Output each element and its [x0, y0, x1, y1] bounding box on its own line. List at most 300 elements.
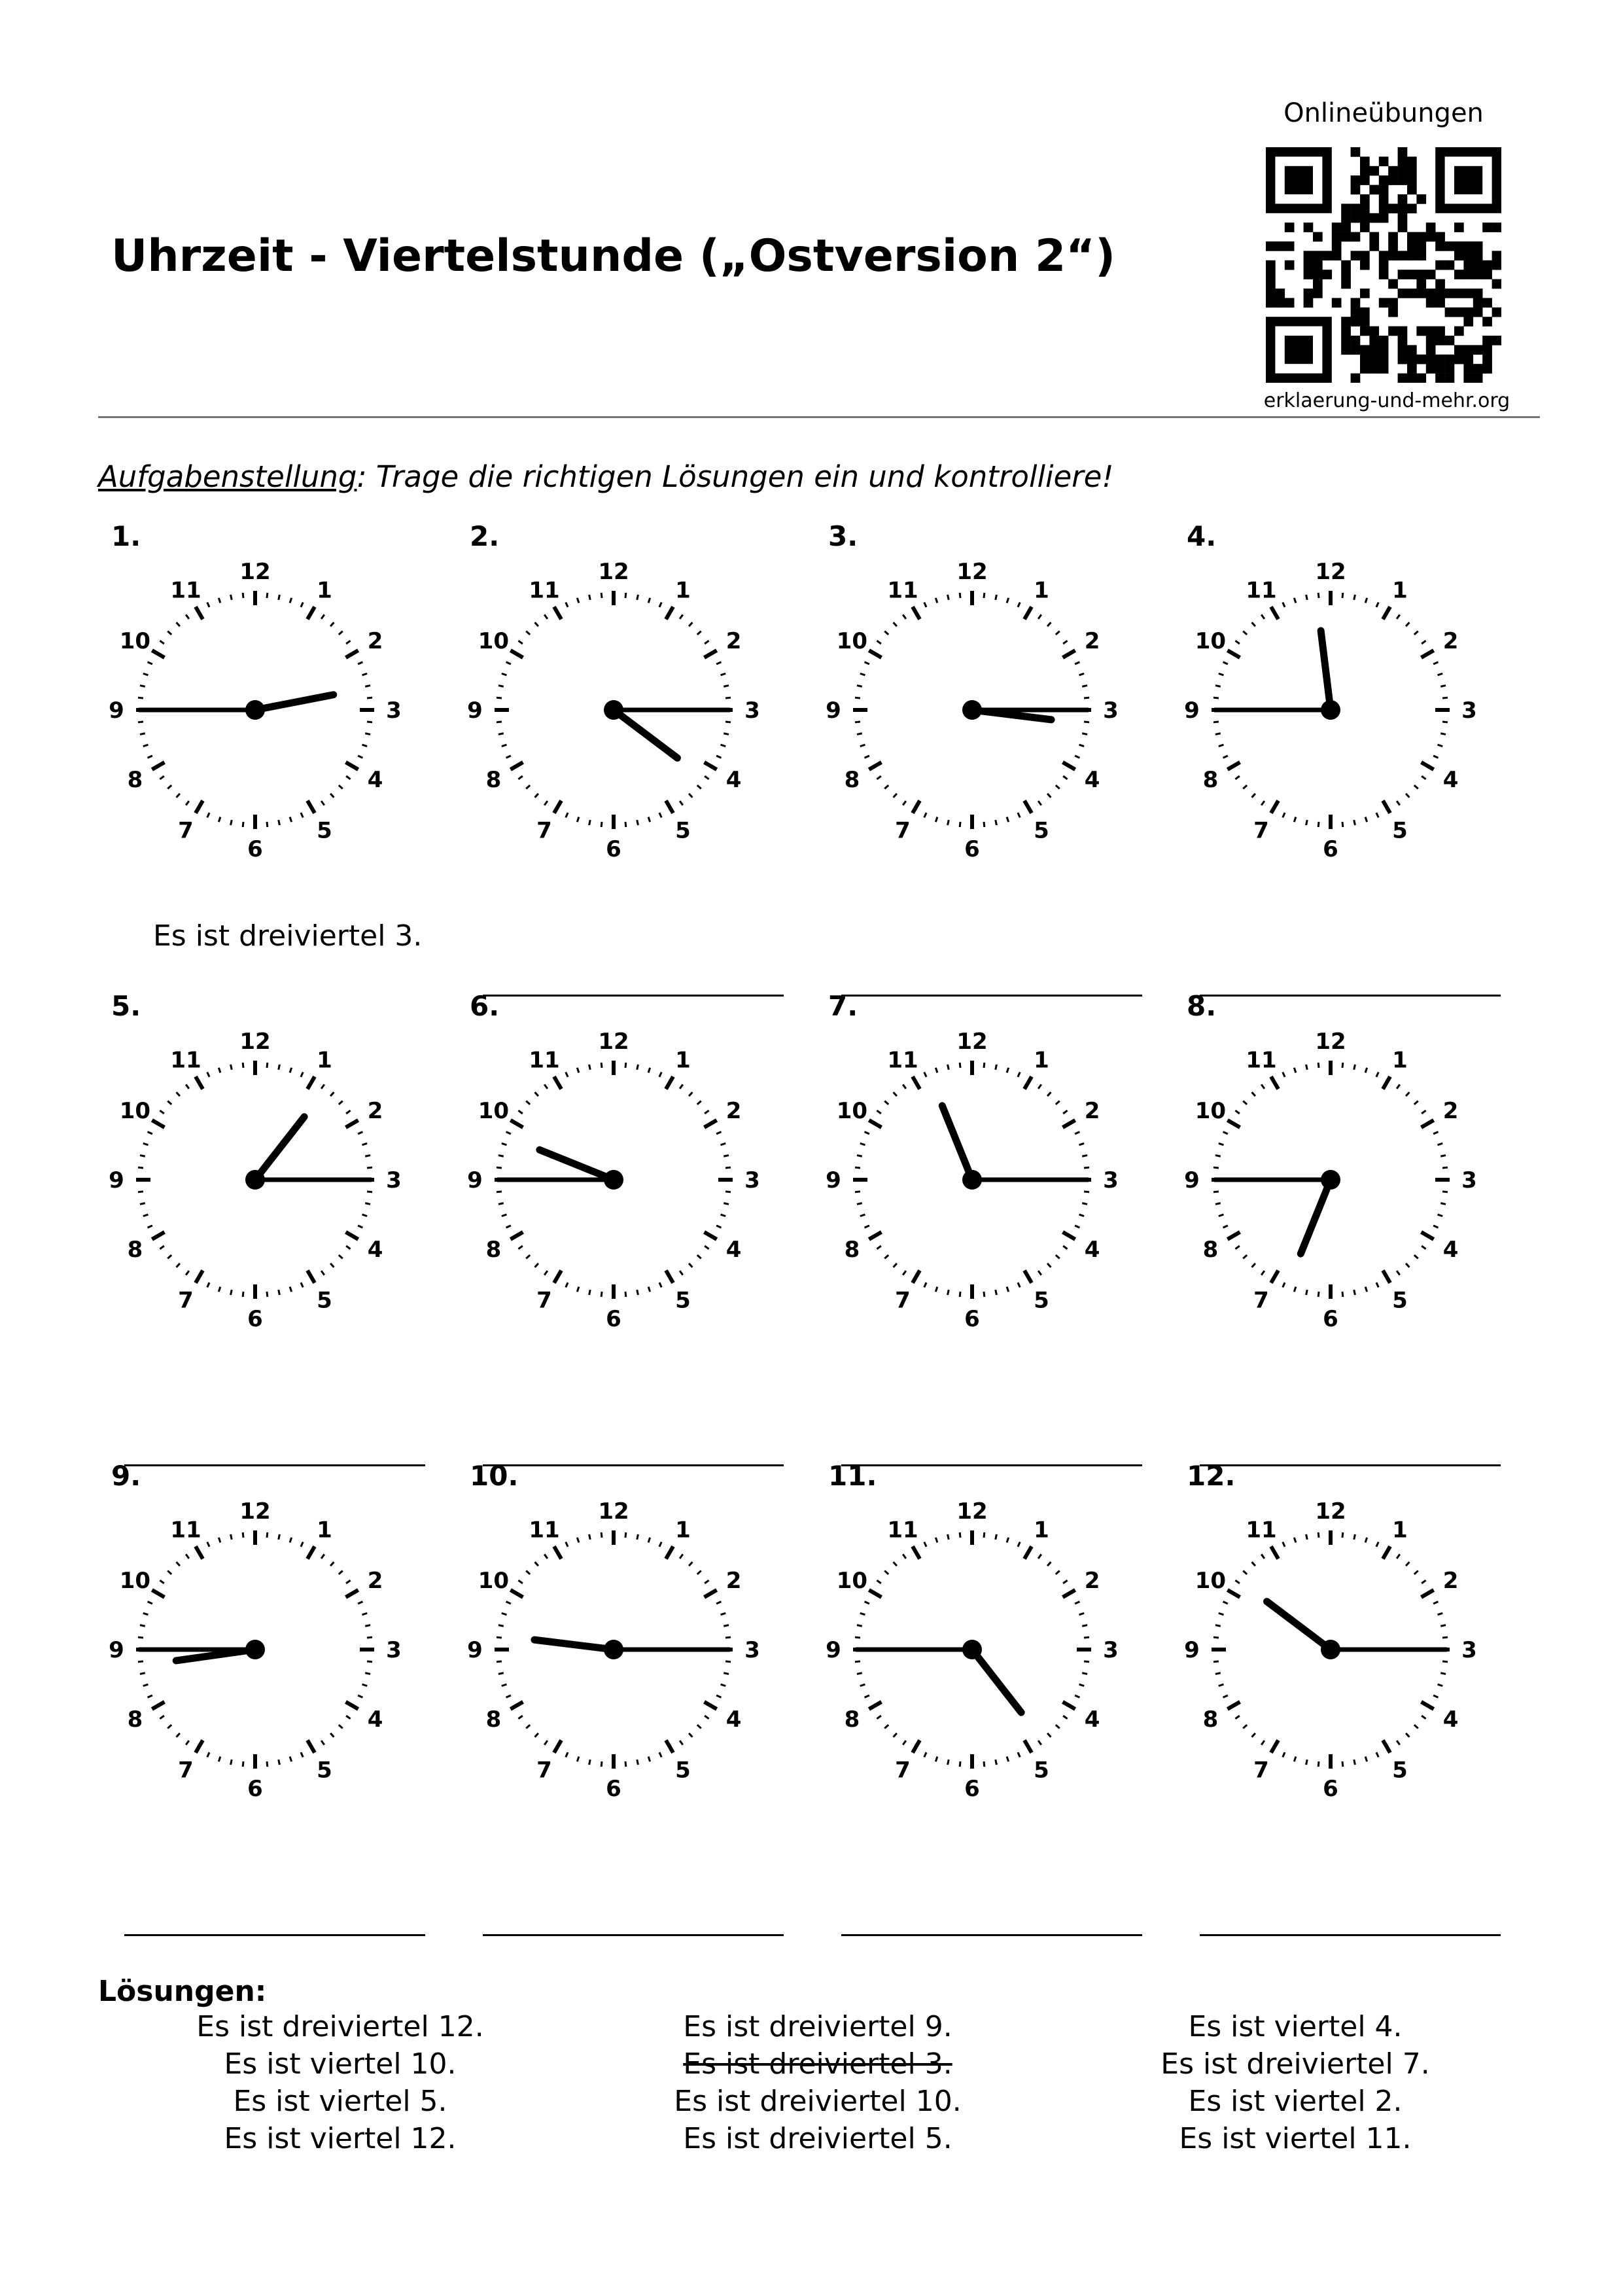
clock-face	[105, 1029, 406, 1330]
minute-tick	[1365, 1068, 1367, 1073]
minute-tick	[1318, 1063, 1319, 1068]
hour-tick	[510, 1120, 523, 1127]
clock-number: 10	[836, 1098, 868, 1124]
clock-number: 12	[598, 559, 629, 585]
hour-tick	[869, 1120, 881, 1127]
minute-tick	[506, 1226, 511, 1227]
minute-tick	[1438, 1684, 1443, 1686]
minute-tick	[659, 1752, 661, 1757]
minute-tick	[1079, 745, 1085, 746]
minute-tick	[1082, 1673, 1087, 1674]
answer-line[interactable]	[1200, 1934, 1501, 1936]
minute-tick	[1038, 614, 1041, 618]
minute-tick	[1433, 662, 1438, 664]
minute-tick	[177, 1733, 180, 1737]
minute-tick	[1007, 817, 1008, 822]
minute-tick	[566, 1072, 568, 1077]
minute-tick	[267, 822, 268, 827]
minute-tick	[1376, 1072, 1378, 1077]
clock-number: 8	[1202, 1237, 1219, 1263]
minute-tick	[903, 1554, 906, 1558]
minute-tick	[877, 1246, 881, 1249]
answer-line[interactable]	[124, 1464, 425, 1466]
hour-tick	[666, 801, 673, 813]
minute-tick	[290, 817, 291, 822]
hour-hand	[1267, 1602, 1331, 1650]
clock-number: 6	[1323, 836, 1338, 860]
minute-tick	[1082, 1156, 1087, 1157]
minute-tick	[589, 1065, 591, 1070]
minute-tick	[544, 1084, 548, 1088]
hour-tick	[1383, 1740, 1390, 1753]
hour-hand	[942, 1106, 972, 1180]
minute-tick	[1261, 1271, 1265, 1275]
clock-number: 6	[1323, 1776, 1338, 1800]
minute-tick	[894, 1092, 897, 1096]
minute-tick	[362, 1684, 368, 1686]
clock-number: 6	[247, 1776, 263, 1800]
clock-face	[105, 1499, 406, 1800]
minute-tick	[566, 813, 568, 817]
minute-tick	[143, 745, 148, 746]
hour-tick	[913, 1271, 920, 1283]
minute-tick	[1442, 1637, 1448, 1638]
minute-tick	[1354, 1290, 1355, 1295]
minute-tick	[877, 1580, 881, 1583]
worksheet-title: Uhrzeit - Viertelstunde („Ostversion 2“)	[111, 230, 1116, 282]
minute-tick	[218, 1287, 220, 1292]
minute-tick	[1082, 733, 1087, 735]
hour-hand	[1321, 631, 1331, 710]
minute-tick	[346, 1580, 350, 1583]
minute-tick	[231, 1290, 232, 1295]
minute-tick	[177, 1263, 180, 1267]
clock-number: 2	[367, 1098, 383, 1124]
minute-tick	[601, 1532, 602, 1538]
minute-tick	[697, 1255, 701, 1258]
minute-tick	[358, 756, 362, 758]
minute-tick	[924, 813, 926, 817]
minute-tick	[330, 622, 334, 626]
minute-tick	[506, 662, 511, 664]
hour-hand	[255, 695, 334, 710]
minute-tick	[637, 820, 638, 825]
minute-tick	[218, 1538, 220, 1543]
minute-tick	[566, 1282, 568, 1287]
minute-tick	[365, 1156, 370, 1157]
minute-tick	[697, 785, 701, 788]
clock-number: 9	[826, 1167, 841, 1193]
minute-tick	[279, 1759, 280, 1765]
minute-tick	[1294, 1538, 1295, 1543]
minute-tick	[1215, 1625, 1221, 1627]
clock-number: 4	[1442, 767, 1459, 793]
minute-tick	[948, 1759, 949, 1765]
minute-tick	[860, 1684, 865, 1686]
clock-number: 6	[964, 836, 980, 860]
minute-tick	[1294, 817, 1295, 822]
minute-tick	[218, 598, 220, 603]
minute-tick	[167, 1101, 171, 1104]
hour-tick	[554, 1546, 561, 1559]
answer-line[interactable]	[483, 995, 784, 997]
clock-face	[1180, 559, 1481, 860]
minute-tick	[877, 1110, 881, 1114]
clock-number: 9	[467, 698, 483, 724]
hour-tick	[1063, 1702, 1075, 1709]
minute-tick	[321, 614, 324, 618]
clock-number: 5	[675, 1757, 691, 1784]
solution-item: Es ist dreiviertel 5.	[683, 2122, 952, 2155]
minute-tick	[697, 1101, 701, 1104]
answer-line[interactable]	[841, 1464, 1142, 1466]
minute-tick	[948, 1290, 949, 1295]
minute-tick	[903, 1271, 906, 1275]
minute-tick	[140, 686, 145, 687]
exercise-number: 3.	[828, 520, 858, 552]
clock-number: 2	[367, 628, 383, 654]
minute-tick	[231, 1065, 232, 1070]
online-exercises-label: Onlineübungen	[1283, 98, 1484, 128]
minute-tick	[1294, 1068, 1295, 1073]
minute-tick	[996, 1534, 997, 1540]
minute-tick	[339, 631, 343, 635]
minute-tick	[1252, 1562, 1255, 1566]
minute-tick	[502, 745, 507, 746]
minute-tick	[1438, 673, 1443, 675]
clock-number: 2	[1084, 628, 1100, 654]
clock-center	[1321, 1640, 1340, 1659]
minute-tick	[1422, 1246, 1425, 1249]
answer-line[interactable]	[1200, 1464, 1501, 1466]
minute-tick	[884, 1725, 888, 1728]
minute-tick	[186, 1084, 189, 1088]
clock-number: 5	[317, 817, 332, 844]
hour-hand	[534, 1640, 614, 1650]
hour-tick	[196, 1740, 203, 1753]
minute-tick	[497, 1661, 502, 1662]
minute-tick	[1261, 1554, 1265, 1558]
minute-tick	[1376, 1752, 1378, 1757]
minute-tick	[1438, 1143, 1443, 1144]
minute-tick	[589, 595, 591, 600]
clock-number: 3	[1103, 1167, 1119, 1193]
minute-tick	[148, 1132, 152, 1134]
minute-tick	[724, 686, 729, 687]
minute-tick	[544, 801, 548, 805]
minute-tick	[1063, 776, 1067, 779]
minute-tick	[724, 1625, 729, 1627]
minute-tick	[1442, 1661, 1448, 1662]
minute-tick	[1047, 1733, 1051, 1737]
hour-tick	[346, 762, 358, 769]
hour-tick	[705, 650, 717, 658]
hour-tick	[554, 1271, 561, 1283]
website-label: erklaerung-und-mehr.org	[1263, 389, 1510, 412]
answer-line[interactable]	[483, 1934, 784, 1936]
clock-number: 3	[744, 1167, 760, 1193]
minute-tick	[716, 1226, 721, 1227]
minute-tick	[1365, 598, 1367, 603]
minute-tick	[705, 776, 708, 779]
minute-tick	[367, 1661, 372, 1662]
exercise-number: 4.	[1187, 520, 1217, 552]
minute-tick	[177, 794, 180, 798]
clock-number: 9	[1184, 698, 1200, 724]
minute-tick	[1223, 662, 1228, 664]
exercise-number: 11.	[828, 1460, 877, 1492]
hour-tick	[554, 801, 561, 813]
minute-tick	[535, 794, 538, 798]
minute-tick	[1261, 801, 1265, 805]
clock-number: 8	[844, 1706, 860, 1733]
minute-tick	[601, 822, 602, 827]
minute-tick	[1261, 614, 1265, 618]
minute-tick	[1414, 785, 1418, 788]
hour-tick	[1063, 1590, 1075, 1597]
hour-tick	[1422, 1232, 1434, 1239]
minute-tick	[1038, 801, 1041, 805]
minute-tick	[506, 756, 511, 758]
minute-tick	[948, 1534, 949, 1540]
minute-tick	[267, 1292, 268, 1297]
minute-tick	[1007, 1538, 1008, 1543]
clock-center	[245, 1170, 265, 1190]
hour-tick	[1271, 801, 1278, 813]
hour-tick	[705, 1590, 717, 1597]
clock-number: 6	[606, 1776, 621, 1800]
exercise-number: 5.	[111, 990, 141, 1022]
minute-tick	[865, 1132, 869, 1134]
clock-face	[822, 1499, 1123, 1800]
clock-number: 12	[956, 1499, 988, 1525]
hour-tick	[1383, 1076, 1390, 1089]
minute-tick	[1223, 1695, 1228, 1697]
hour-tick	[869, 1590, 881, 1597]
minute-tick	[721, 1143, 726, 1144]
minute-tick	[589, 1759, 591, 1765]
minute-tick	[502, 1684, 507, 1686]
minute-tick	[935, 1287, 937, 1292]
minute-tick	[716, 662, 721, 664]
minute-tick	[497, 1167, 502, 1168]
minute-tick	[167, 1725, 171, 1728]
minute-tick	[1354, 1534, 1355, 1540]
clock-number: 5	[1034, 1757, 1049, 1784]
minute-tick	[721, 745, 726, 746]
minute-tick	[290, 1287, 291, 1292]
minute-tick	[267, 1063, 268, 1068]
clock-number: 9	[1184, 1167, 1200, 1193]
minute-tick	[267, 1761, 268, 1767]
minute-tick	[1007, 1287, 1008, 1292]
minute-tick	[1079, 1684, 1085, 1686]
minute-tick	[577, 1538, 578, 1543]
clock-number: 11	[887, 577, 918, 604]
minute-tick	[935, 598, 937, 603]
minute-tick	[362, 745, 368, 746]
minute-tick	[160, 1246, 164, 1249]
clock-number: 1	[675, 1047, 691, 1074]
clock-number: 6	[606, 1306, 621, 1330]
clock-number: 1	[1034, 1517, 1049, 1544]
minute-tick	[330, 1263, 334, 1267]
minute-tick	[544, 1554, 548, 1558]
minute-tick	[502, 1214, 507, 1216]
minute-tick	[1018, 1542, 1020, 1547]
task-instruction	[98, 459, 1113, 494]
minute-tick	[1056, 1725, 1060, 1728]
minute-tick	[339, 1571, 343, 1574]
clock-center	[962, 1170, 982, 1190]
answer-line[interactable]	[1200, 995, 1501, 997]
hour-tick	[152, 1702, 164, 1709]
hour-tick	[307, 1076, 315, 1089]
minute-tick	[1075, 756, 1079, 758]
minute-tick	[339, 1101, 343, 1104]
minute-tick	[725, 1637, 731, 1638]
minute-tick	[1294, 1757, 1295, 1762]
hour-tick	[1024, 1740, 1032, 1753]
minute-tick	[140, 1625, 145, 1627]
hour-tick	[869, 1702, 881, 1709]
minute-tick	[1414, 1571, 1418, 1574]
minute-tick	[1283, 1542, 1285, 1547]
hour-tick	[1271, 1740, 1278, 1753]
minute-tick	[1252, 1092, 1255, 1096]
minute-tick	[290, 598, 291, 603]
minute-tick	[1223, 1226, 1228, 1227]
minute-tick	[689, 622, 692, 626]
minute-tick	[1219, 745, 1224, 746]
answer-line[interactable]	[841, 995, 1142, 997]
task-label: Aufgabenstellung	[98, 459, 357, 494]
minute-tick	[894, 1263, 897, 1267]
solution-item: Es ist dreiviertel 10.	[674, 2085, 962, 2118]
minute-tick	[577, 1287, 578, 1292]
minute-tick	[1342, 1761, 1343, 1767]
minute-tick	[1219, 1143, 1224, 1144]
minute-tick	[948, 1065, 949, 1070]
minute-tick	[865, 1602, 869, 1604]
minute-tick	[589, 820, 591, 825]
solution-item: Es ist dreiviertel 12.	[196, 2010, 484, 2043]
clock-number: 4	[725, 1706, 742, 1733]
minute-tick	[724, 1673, 729, 1674]
clock-number: 3	[1461, 1637, 1477, 1663]
minute-tick	[1306, 1065, 1308, 1070]
minute-tick	[218, 1068, 220, 1073]
hour-tick	[196, 1271, 203, 1283]
clock-number: 5	[675, 1287, 691, 1314]
minute-tick	[362, 1613, 368, 1614]
minute-tick	[903, 801, 906, 805]
hour-tick	[913, 1740, 920, 1753]
clock-number: 2	[1442, 1568, 1459, 1594]
minute-tick	[716, 756, 721, 758]
minute-tick	[984, 1761, 985, 1767]
answer-line[interactable]	[841, 1934, 1142, 1936]
clock-number: 10	[1195, 1568, 1227, 1594]
minute-tick	[365, 1625, 370, 1627]
clock-number: 7	[1253, 817, 1269, 844]
minute-tick	[857, 1203, 862, 1205]
minute-tick	[346, 776, 350, 779]
minute-tick	[518, 1716, 522, 1719]
clock-number: 7	[1253, 1287, 1269, 1314]
minute-tick	[625, 1063, 626, 1068]
minute-tick	[894, 1733, 897, 1737]
minute-tick	[1079, 673, 1085, 675]
minute-tick	[1433, 1695, 1438, 1697]
answer-line[interactable]	[483, 1464, 784, 1466]
minute-tick	[1243, 1571, 1247, 1574]
clock-number: 11	[1246, 1047, 1277, 1074]
minute-tick	[1438, 745, 1443, 746]
minute-tick	[855, 1661, 860, 1662]
clock-number: 4	[725, 767, 742, 793]
minute-tick	[1422, 641, 1425, 644]
clock-number: 2	[1442, 1098, 1459, 1124]
minute-tick	[1283, 603, 1285, 607]
minute-tick	[365, 686, 370, 687]
clock-number: 5	[317, 1287, 332, 1314]
clock-number: 10	[119, 1568, 151, 1594]
minute-tick	[648, 1068, 650, 1073]
hour-tick	[1227, 1120, 1240, 1127]
clock-center	[604, 1640, 623, 1659]
hour-tick	[554, 1076, 561, 1089]
minute-tick	[346, 1716, 350, 1719]
clock-number: 7	[1253, 1757, 1269, 1784]
clock-number: 12	[1315, 1499, 1346, 1525]
minute-tick	[625, 1532, 626, 1538]
minute-tick	[367, 1637, 372, 1638]
minute-tick	[1082, 1203, 1087, 1205]
minute-tick	[1235, 1580, 1239, 1583]
hour-tick	[869, 762, 881, 769]
minute-tick	[218, 1757, 220, 1762]
minute-tick	[1433, 1132, 1438, 1134]
minute-tick	[877, 1716, 881, 1719]
minute-tick	[346, 1246, 350, 1249]
minute-tick	[167, 1571, 171, 1574]
clock-number: 9	[826, 1637, 841, 1663]
hour-tick	[346, 1590, 358, 1597]
hour-tick	[1024, 607, 1032, 619]
minute-tick	[1318, 1292, 1319, 1297]
answer-line[interactable]	[124, 1934, 425, 1936]
minute-tick	[339, 1725, 343, 1728]
minute-tick	[186, 1740, 189, 1744]
clock-face	[463, 559, 764, 860]
minute-tick	[1047, 1562, 1051, 1566]
minute-tick	[1294, 1287, 1295, 1292]
minute-tick	[894, 622, 897, 626]
clock-number: 5	[1392, 1287, 1408, 1314]
minute-tick	[884, 1571, 888, 1574]
hour-tick	[152, 1232, 164, 1239]
clock-number: 3	[1461, 1167, 1477, 1193]
minute-tick	[1215, 1203, 1221, 1205]
minute-tick	[1252, 622, 1255, 626]
minute-tick	[996, 820, 997, 825]
clock-number: 12	[239, 1499, 271, 1525]
minute-tick	[1219, 1684, 1224, 1686]
minute-tick	[1082, 1625, 1087, 1627]
minute-tick	[526, 1255, 530, 1258]
minute-tick	[860, 1143, 865, 1144]
